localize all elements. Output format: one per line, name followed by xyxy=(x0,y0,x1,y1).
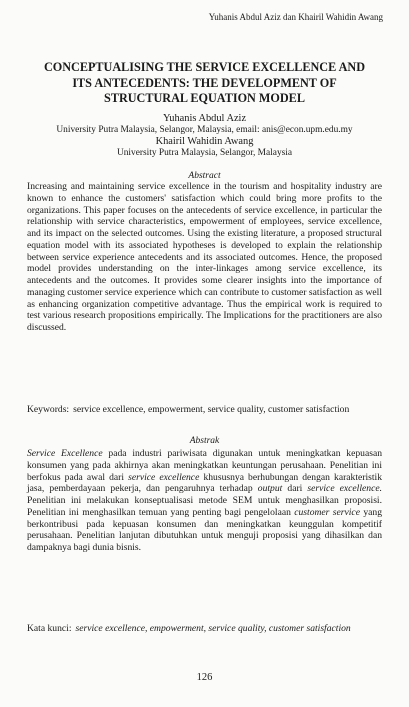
abstrak-heading: Abstrak xyxy=(189,436,220,446)
author-block xyxy=(30,113,379,159)
paper-title: CONCEPTUALISING THE SERVICE EXCELLENCE AND ITS ANTECEDENTS: THE DEVELOPMENT OF STRUCTURAL EQUATION MODEL xyxy=(43,60,366,105)
italic-term: Service Excellence xyxy=(27,448,103,459)
text-run: khususnya berhubungan dengan karakteristik jasa, pemberdayaan pekerja, dan pengaruhnya terhadap xyxy=(27,471,383,495)
author-name: Khairil Wahidin Awang xyxy=(155,136,254,148)
kata-kunci-label: Kata kunci: xyxy=(27,623,72,634)
italic-term: customer service xyxy=(294,506,360,518)
abstract-heading: Abstract xyxy=(188,171,221,181)
running-head: Yuhanis Abdul Aziz dan Khairil Wahidin Awang xyxy=(208,12,383,22)
kata-kunci xyxy=(27,623,382,635)
text-run: dari xyxy=(282,483,308,495)
keywords-text: service excellence, empowerment, service quality, customer satisfaction xyxy=(73,404,350,415)
author-name: Yuhanis Abdul Aziz xyxy=(162,113,247,124)
kata-kunci-text: service excellence, empowerment, service quality, customer satisfaction xyxy=(75,623,351,634)
abstrak-body xyxy=(27,448,382,554)
italic-term: service excellence. xyxy=(307,483,382,495)
author-affiliation: University Putra Malaysia, Selangor, Malaysia xyxy=(116,147,293,158)
abstract-body: Increasing and maintaining service excellence in the tourism and hospitality industry are known to enhance the customers' satisfaction which could bring more profits to the organizations. This paper focuses on the antecedents of service excellence, in particular the relationship with service characteristics, empowerment of employees, service excellence, and its impact on the selected outcomes. Using the existing literature, a proposed structural equation model with its associated hypotheses is developed to explain the relationship between service experience antecedents and its associated outcomes. Hence, the proposed model provides understanding on the inter-linkages among service excellence, its antecedents and the outcomes. It provides some clearer insights into the importance of managing customer service experience which can contribute to customer satisfaction as well as enhancing organization competitive advantage. Thus the empirical work is required to test various research propositions empirically. The Implications for the practitioners are also discussed. xyxy=(27,181,382,333)
text-run: yang berkontribusi pada kepuasan konsumen dan meningkatkan keunggulan kompetitif perusahaan. Penelitian lanjutan dibutuhkan untuk menguji proposisi yang dihasilkan dan dampaknya bagi dunia bisnis. xyxy=(27,506,382,553)
keywords xyxy=(27,404,382,416)
keywords-label: Keywords: xyxy=(27,404,70,415)
text-run: Penelitian ini melakukan konseptualisasi metode SEM untuk menghasilkan proposisi. Penelitian ini menghasilkan temuan yang penting bagi pengelolaan xyxy=(27,495,382,518)
italic-term: output xyxy=(257,483,283,495)
italic-term: service excellence xyxy=(128,471,200,483)
page-number: 126 xyxy=(196,672,213,683)
text-run: pada industri pariwisata digunakan untuk meningkatkan kepuasan konsumen yang pada akhirnya akan meningkatkan keuntungan perusahaan. Penelitian ini berfokus pada awal dari xyxy=(27,448,383,483)
author-affiliation: University Putra Malaysia, Selangor, Malaysia, email: anis@econ.upm.edu.my xyxy=(56,124,353,135)
